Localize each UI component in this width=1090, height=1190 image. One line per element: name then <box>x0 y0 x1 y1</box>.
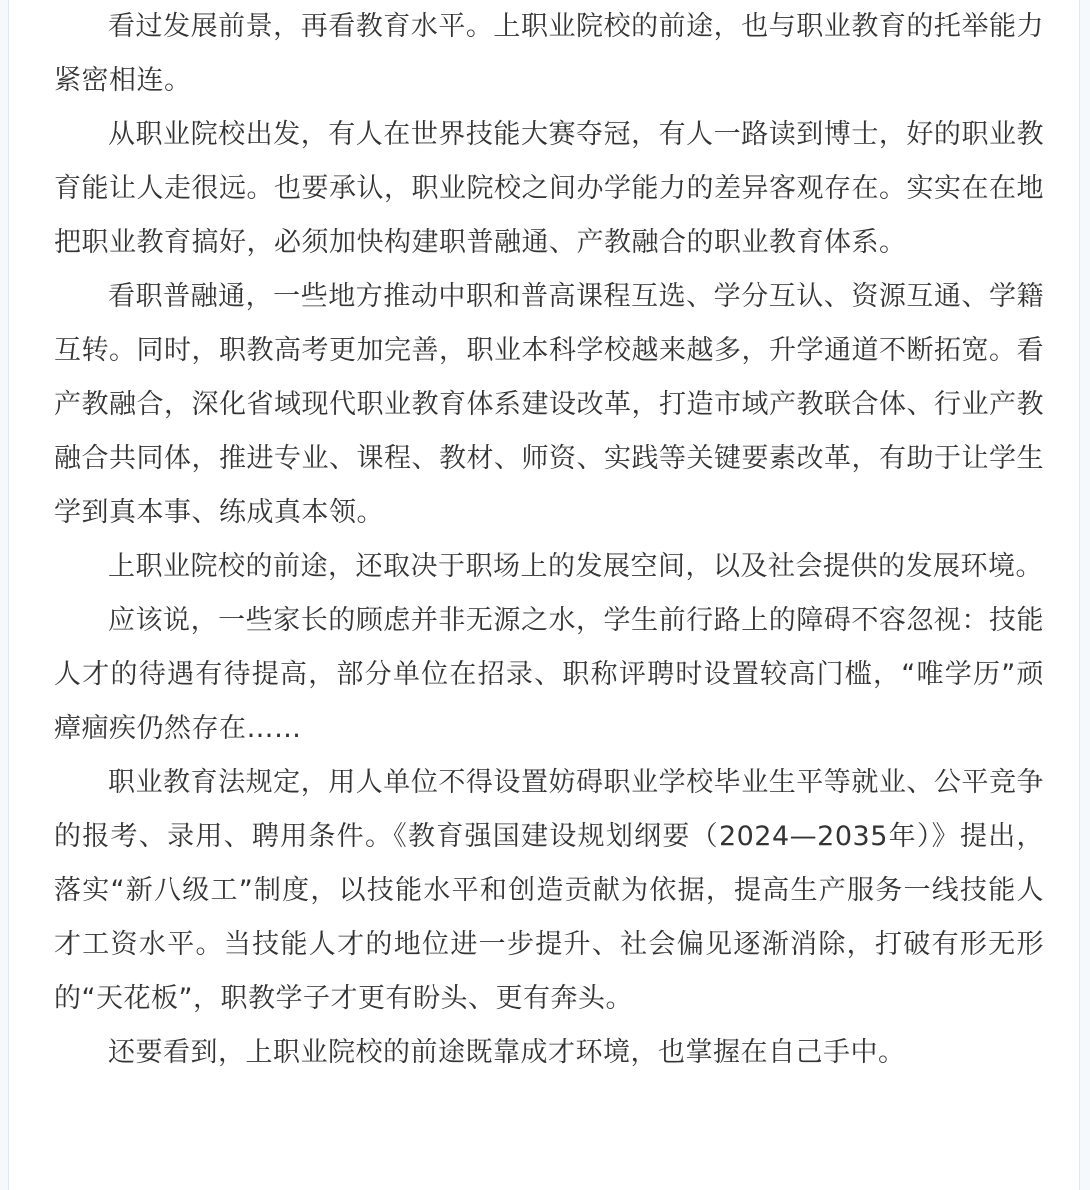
paragraph-3: 看职普融通，一些地方推动中职和普高课程互选、学分互认、资源互通、学籍互转。同时，职教高考更加完善，职业本科学校越来越多，升学通道不断拓宽。看产教融合，深化省域现代职业教育体系建设改革，打造市域产教联合体、行业产教融合共同体，推进专业、课程、教材、师资、实践等关键要素改革，有助于让学生学到真本事、练成真本领。 <box>54 281 1044 528</box>
paragraph-2: 从职业院校出发，有人在世界技能大赛夺冠，有人一路读到博士，好的职业教育能让人走很远。也要承认，职业院校之间办学能力的差异客观存在。实实在在地把职业教育搞好，必须加快构建职普融通、产教融合的职业教育体系。 <box>54 119 1044 258</box>
paragraph-4: 上职业院校的前途，还取决于职场上的发展空间，以及社会提供的发展环境。 <box>108 551 1043 582</box>
paragraph-6: 职业教育法规定，用人单位不得设置妨碍职业学校毕业生平等就业、公平竞争的报考、录用、聘用条件。《教育强国建设规划纲要（2024—2035年）》提出，落实“新八级工”制度，以技能水平和创造贡献为依据，提高生产服务一线技能人才工资水平。当技能人才的地位进一步提升、社会偏见逐渐消除，打破有形无形的“天花板”，职教学子才更有盼头、更有奔头。 <box>54 767 1044 1014</box>
article-body <box>54 0 1044 1080</box>
page-right-border <box>1079 0 1080 1190</box>
paragraph-7: 还要看到，上职业院校的前途既靠成才环境，也掌握在自己手中。 <box>108 1037 906 1068</box>
page-left-border <box>8 0 9 1190</box>
paragraph-5: 应该说，一些家长的顾虑并非无源之水，学生前行路上的障碍不容忽视：技能人才的待遇有待提高，部分单位在招录、职称评聘时设置较高门槛，“唯学历”顽瘴痼疾仍然存在…… <box>54 605 1044 744</box>
paragraph-1: 看过发展前景，再看教育水平。上职业院校的前途，也与职业教育的托举能力紧密相连。 <box>54 11 1044 96</box>
